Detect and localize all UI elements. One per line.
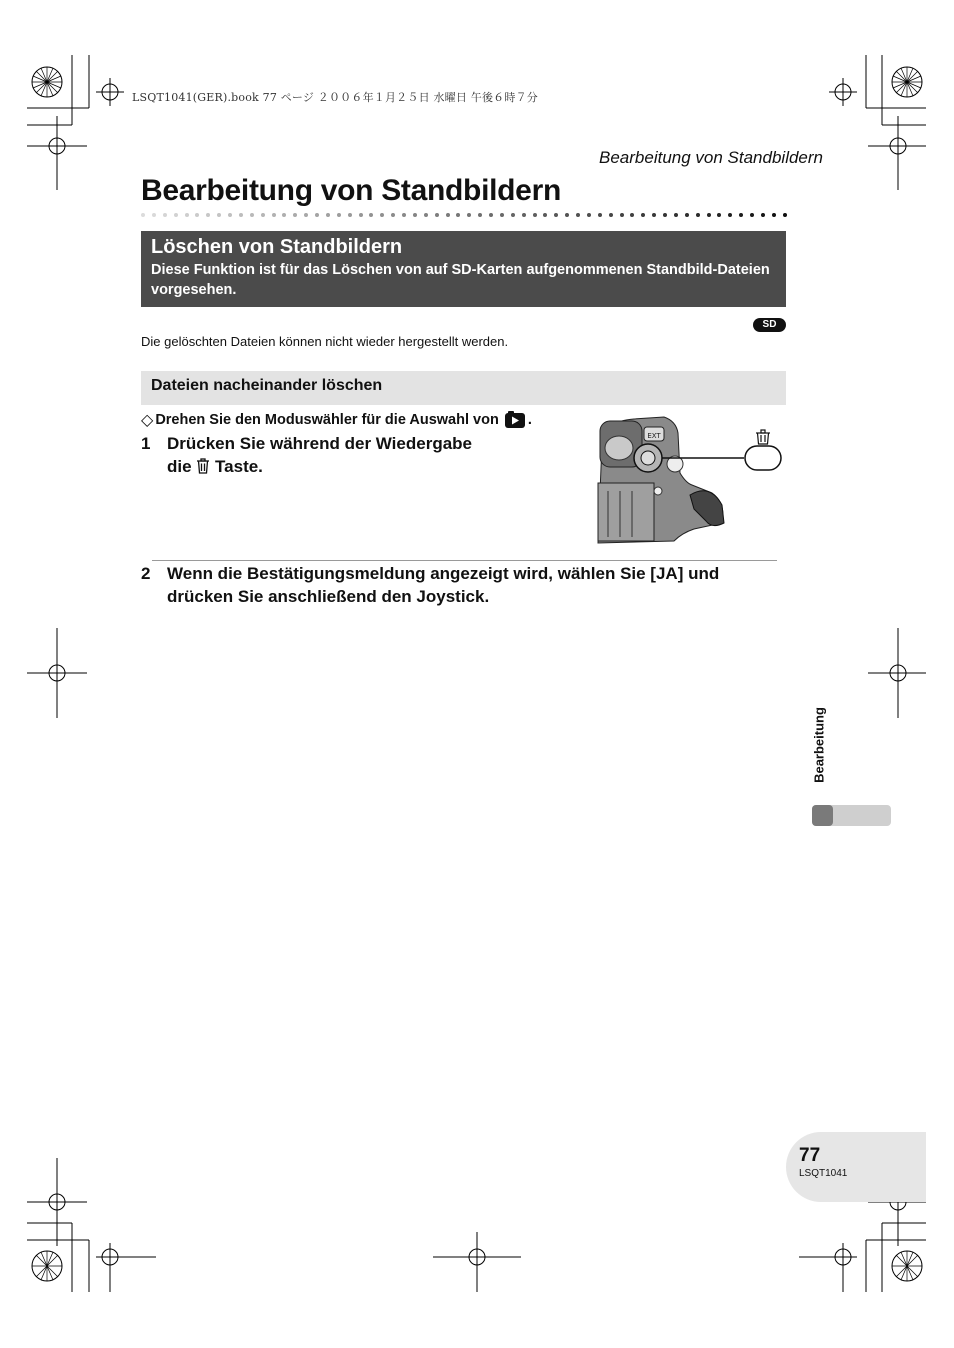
divider-dot — [359, 213, 363, 217]
dotted-divider — [141, 212, 787, 218]
divider-dot — [500, 213, 504, 217]
step-text-line2: drücken Sie anschließend den Joystick. — [167, 586, 490, 606]
divider-dot — [554, 213, 558, 217]
divider-dot — [576, 213, 580, 217]
divider-dot — [467, 213, 471, 217]
divider-dot — [685, 213, 689, 217]
step-text-line2-post: Taste. — [215, 456, 263, 476]
divider-dot — [543, 213, 547, 217]
page-number: 77 — [799, 1145, 821, 1166]
divider-dot — [696, 213, 700, 217]
divider-dot — [435, 213, 439, 217]
divider-dot — [717, 213, 721, 217]
divider-dot — [652, 213, 656, 217]
section-subtitle: Diese Funktion ist für das Löschen von auf SD-Karten aufgenommenen Standbild-Dateien vorgesehen. — [151, 262, 770, 298]
divider-dot — [598, 213, 602, 217]
divider-dot — [739, 213, 743, 217]
step-number: 1 — [141, 434, 151, 453]
divider-dot — [511, 213, 515, 217]
warning-note: Die gelöschten Dateien können nicht wieder hergestellt werden. — [141, 334, 509, 349]
step-2 — [141, 563, 786, 609]
divider-dot — [609, 213, 613, 217]
print-header: LSQT1041(GER).book 77 ページ ２００６年１月２５日 水曜日 午後６時７分 — [132, 91, 538, 104]
divider-dot — [489, 213, 493, 217]
divider-dot — [348, 213, 352, 217]
divider-dot — [261, 213, 265, 217]
divider-dot — [380, 213, 384, 217]
side-tab — [810, 695, 828, 795]
divider-dot — [195, 213, 199, 217]
divider-dot — [456, 213, 460, 217]
divider-dot — [783, 213, 787, 217]
divider-dot — [707, 213, 711, 217]
side-tab-label: Bearbeitung — [811, 707, 827, 783]
diamond-bullet: ◇ — [141, 412, 154, 429]
divider-dot — [152, 213, 156, 217]
divider-dot — [413, 213, 417, 217]
divider-dot — [620, 213, 624, 217]
camcorder-illustration — [594, 413, 786, 545]
divider-dot — [272, 213, 276, 217]
divider-dot — [217, 213, 221, 217]
divider-dot — [761, 213, 765, 217]
divider-dot — [587, 213, 591, 217]
step-number: 2 — [141, 564, 151, 583]
divider-dot — [282, 213, 286, 217]
section-heading: Löschen von Standbildern — [151, 236, 403, 258]
divider-dot — [402, 213, 406, 217]
side-tab-indicator — [812, 805, 892, 827]
camera-label: EXT — [647, 432, 661, 440]
divider-dot — [315, 213, 319, 217]
divider-dot — [630, 213, 634, 217]
divider-dot — [163, 213, 167, 217]
running-header: Bearbeitung von Standbildern — [599, 148, 823, 167]
divider-dot — [446, 213, 450, 217]
divider-dot — [391, 213, 395, 217]
step-text-line1: Drücken Sie während der Wiedergabe — [167, 434, 472, 453]
divider-dot — [250, 213, 254, 217]
divider-dot — [293, 213, 297, 217]
divider-dot — [304, 213, 308, 217]
subsection-heading: Dateien nacheinander löschen — [141, 371, 786, 405]
page-title: Bearbeitung von Standbildern — [141, 174, 561, 207]
page-number-tab — [786, 1132, 926, 1202]
divider-dot — [424, 213, 428, 217]
side-tab-indicator-active — [812, 805, 833, 826]
divider-dot — [772, 213, 776, 217]
prerequisite-line — [141, 410, 532, 430]
divider-dot — [478, 213, 482, 217]
divider-dot — [565, 213, 569, 217]
divider-dot — [728, 213, 732, 217]
prerequisite-end: . — [527, 412, 532, 428]
prerequisite-text: Drehen Sie den Moduswähler für die Auswahl von — [155, 412, 499, 428]
trash-icon — [196, 458, 210, 474]
step-text-line2-pre: die — [167, 456, 192, 476]
divider-dot — [326, 213, 330, 217]
divider-dot — [674, 213, 678, 217]
step-divider — [152, 560, 777, 561]
divider-dot — [141, 213, 145, 217]
document-code: LSQT1041 — [799, 1168, 848, 1179]
divider-dot — [641, 213, 645, 217]
playback-mode-icon — [504, 411, 526, 429]
divider-dot — [337, 213, 341, 217]
divider-dot — [663, 213, 667, 217]
step-text-line1: Wenn die Bestätigungsmeldung angezeigt wird, wählen Sie [JA] und — [167, 564, 720, 583]
section-header-box — [141, 231, 786, 307]
divider-dot — [228, 213, 232, 217]
divider-dot — [369, 213, 373, 217]
divider-dot — [239, 213, 243, 217]
sd-media-badge: SD — [753, 318, 786, 332]
divider-dot — [174, 213, 178, 217]
divider-dot — [750, 213, 754, 217]
divider-dot — [522, 213, 526, 217]
step-1 — [141, 433, 541, 479]
divider-dot — [185, 213, 189, 217]
divider-dot — [533, 213, 537, 217]
divider-dot — [206, 213, 210, 217]
